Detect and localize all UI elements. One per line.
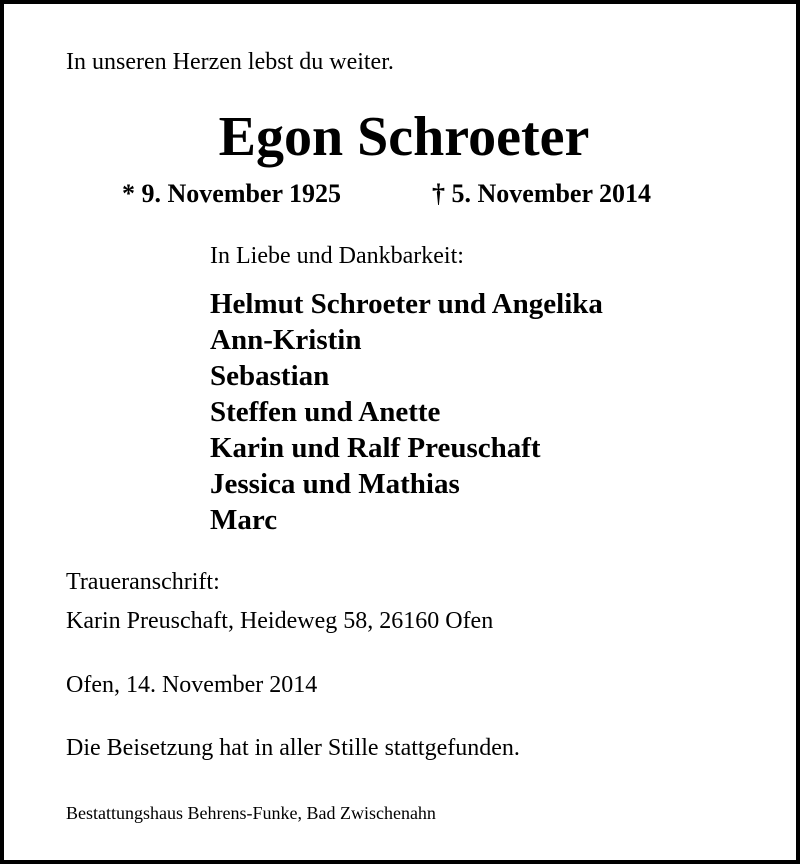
mourner-name: Jessica und Mathias: [210, 468, 460, 500]
mourner-name: Karin und Ralf Preuschaft: [210, 432, 541, 464]
mourners-list: [210, 286, 603, 538]
mourner-name: Helmut Schroeter und Angelika: [210, 288, 603, 320]
motto-text: In unseren Herzen lebst du weiter.: [66, 49, 394, 75]
thanks-intro: In Liebe und Dankbarkeit:: [210, 243, 464, 269]
place-and-date: Ofen, 14. November 2014: [66, 672, 318, 698]
burial-note: Die Beisetzung hat in aller Stille stattgefunden.: [66, 735, 520, 761]
birth-date: * 9. November 1925: [122, 179, 342, 208]
mourner-name: Ann-Kristin: [210, 324, 362, 356]
mourning-address: Karin Preuschaft, Heideweg 58, 26160 Ofen: [66, 608, 494, 634]
deceased-name: Egon Schroeter: [218, 106, 590, 168]
address-label: Traueranschrift:: [66, 569, 220, 595]
mourner-name: Sebastian: [210, 360, 330, 392]
mourner-name: Steffen und Anette: [210, 396, 441, 428]
mourner-name: Marc: [210, 504, 278, 536]
funeral-home: Bestattungshaus Behrens-Funke, Bad Zwischenahn: [66, 803, 436, 823]
death-date: † 5. November 2014: [432, 179, 652, 208]
